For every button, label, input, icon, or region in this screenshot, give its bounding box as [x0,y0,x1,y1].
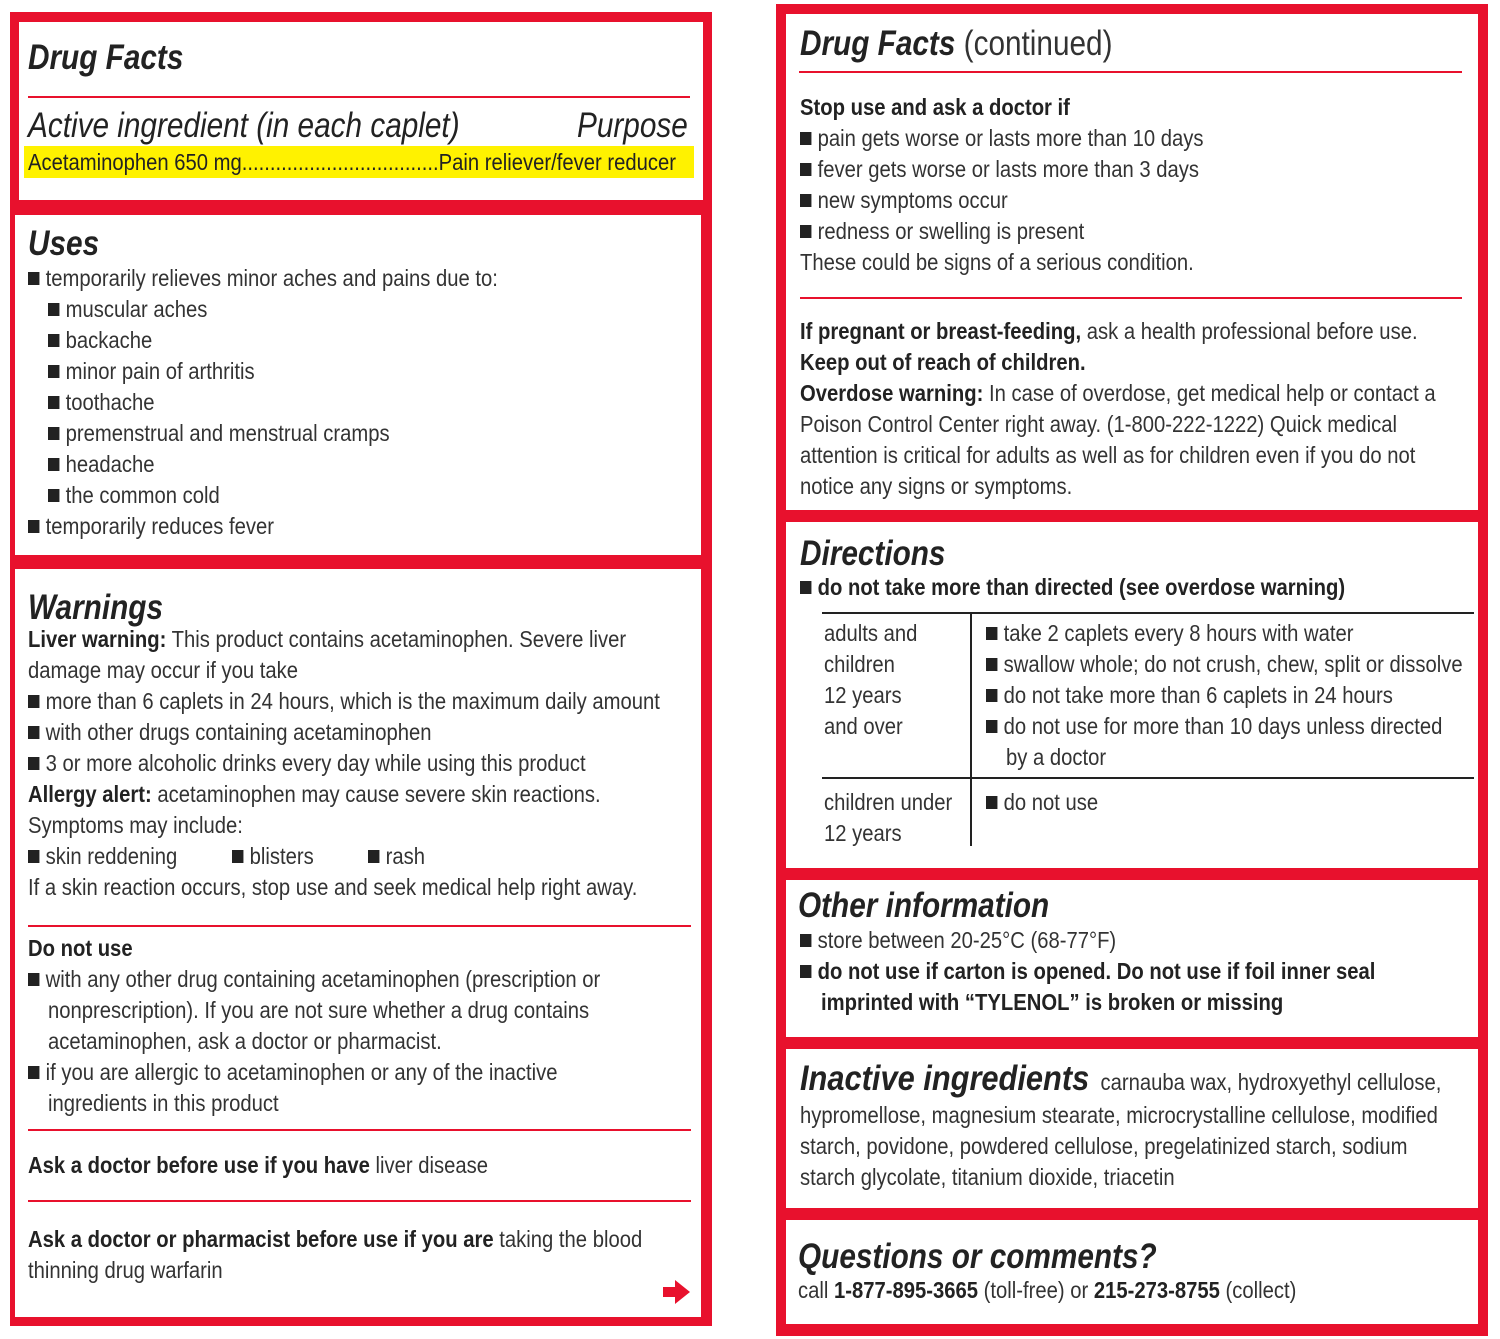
symptom-item: skin reddening [28,841,177,872]
inactive-ingredients-box [786,1049,1478,1208]
uses-subitem: headache [48,449,155,480]
bullet-icon [232,850,243,863]
liver-item: with other drugs containing acetaminophen [28,717,432,748]
stop-item: pain gets worse or lasts more than 10 days [800,123,1203,154]
symptom-item: rash [368,841,425,872]
bullet-icon [368,850,379,863]
bullet-icon [986,658,997,671]
do-not-use-item-cont: acetaminophen, ask a doctor or pharmacist. [48,1028,442,1054]
overdose-warning-cont: Poison Control Center right away. (1-800-222-1222) Quick medical [800,411,1397,437]
questions-contact: call 1-877-895-3665 (toll-free) or 215-273-8755 (collect) [798,1277,1297,1303]
stop-item: redness or swelling is present [800,216,1084,247]
bullet-icon [48,427,59,440]
keep-out-of-reach: Keep out of reach of children. [800,349,1086,375]
do-not-use-item-cont: nonprescription). If you are not sure whether a drug contains [48,997,590,1023]
bullet-icon [800,163,811,176]
age-group-adults: and over [824,713,903,739]
bullet-icon [800,132,811,145]
bullet-icon [28,695,39,708]
bullet-icon [48,396,59,409]
bullet-icon [986,627,997,640]
warnings-title: Warnings [28,588,164,627]
other-information-box [786,880,1478,1037]
bullet-icon [800,965,811,978]
stop-item: new symptoms occur [800,185,1008,216]
stop-use-title: Stop use and ask a doctor if [800,94,1070,120]
direction-item: swallow whole; do not crush, chew, split or dissolve [986,649,1463,680]
overdose-warning-cont: notice any signs or symptoms. [800,473,1073,499]
overdose-warning: Overdose warning: In case of overdose, get medical help or contact a [800,380,1436,406]
age-group-adults: adults and [824,620,918,646]
collect-phone: 215-273-8755 [1093,1277,1220,1303]
table-column-rule [970,614,972,846]
bullet-icon [48,365,59,378]
other-information-title: Other information [798,886,1050,925]
stop-note: These could be signs of a serious condition. [800,249,1194,275]
divider [28,925,691,927]
liver-warning-cont: damage may occur if you take [28,657,299,683]
pregnant-warning: If pregnant or breast-feeding, ask a health professional before use. [800,318,1418,344]
questions-box [786,1220,1478,1324]
age-group-adults: children [824,651,895,677]
do-not-use-item-cont: ingredients in this product [48,1090,279,1116]
bullet-icon [28,520,39,533]
uses-subitem: toothache [48,387,155,418]
uses-subitem: muscular aches [48,294,207,325]
other-item: store between 20-25°C (68-77°F) [800,925,1116,956]
tollfree-phone: 1-877-895-3665 [833,1277,979,1303]
liver-item: more than 6 caplets in 24 hours, which is the maximum daily amount [28,686,660,717]
inactive-ingredients-line: Inactive ingredients carnauba wax, hydroxyethyl cellulose, [800,1059,1442,1098]
purpose-heading: Purpose [577,106,688,145]
uses-item: temporarily relieves minor aches and pains due to: [28,263,498,294]
direction-item: take 2 caplets every 8 hours with water [986,618,1353,649]
directions-title: Directions [800,534,946,573]
other-item: do not use if carton is opened. Do not use if foil inner seal [800,956,1375,987]
divider [28,1129,691,1131]
bullet-icon [986,720,997,733]
uses-subitem: the common cold [48,480,220,511]
stop-item: fever gets worse or lasts more than 3 days [800,154,1199,185]
table-rule [822,777,1474,779]
do-not-use-title: Do not use [28,935,133,961]
bullet-icon [28,1066,39,1079]
uses-item: temporarily reduces fever [28,511,274,542]
uses-subitem: backache [48,325,152,356]
bullet-icon [48,489,59,502]
bullet-icon [800,194,811,207]
symptom-item: blisters [232,841,314,872]
continue-arrow-icon [663,1279,693,1305]
active-ingredient-heading: Active ingredient (in each caplet) [28,106,460,145]
symptoms-intro: Symptoms may include: [28,812,243,838]
bullet-icon [28,757,39,770]
overdose-warning-cont: attention is critical for adults as well as for children even if you do not [800,442,1416,468]
bullet-icon [986,689,997,702]
ask-pharmacist: Ask a doctor or pharmacist before use if you are taking the blood [28,1226,643,1252]
drug-facts-panel-left [10,12,712,1326]
uses-subitem: minor pain of arthritis [48,356,255,387]
uses-subitem: premenstrual and menstrual cramps [48,418,390,449]
directions-warning: do not take more than directed (see overdose warning) [800,572,1345,603]
active-ingredient-box [19,22,703,200]
divider [800,297,1462,299]
skin-reaction-note: If a skin reaction occurs, stop use and seek medical help right away. [28,874,638,900]
age-group-children: 12 years [824,820,902,846]
bullet-icon [28,973,39,986]
inactive-ingredients-cont: starch, povidone, powdered cellulose, pregelatinized starch, sodium [800,1133,1408,1159]
warnings-box [15,569,701,1317]
age-group-adults: 12 years [824,682,902,708]
drug-facts-title: Drug Facts [28,38,184,77]
liver-warning: Liver warning: This product contains acetaminophen. Severe liver [28,626,627,652]
do-not-use-item: with any other drug containing acetaminophen (prescription or [28,964,600,995]
uses-title: Uses [28,224,100,263]
bullet-icon [28,272,39,285]
direction-item: do not take more than 6 caplets in 24 hours [986,680,1393,711]
direction-item-cont: by a doctor [1006,744,1107,770]
drug-facts-continued-title: Drug Facts (continued) [800,24,1113,63]
divider [28,1200,691,1202]
ask-pharmacist-cont: thinning drug warfarin [28,1257,223,1283]
bullet-icon [48,334,59,347]
uses-box [15,215,701,555]
age-group-children: children under [824,789,953,815]
bullet-icon [800,934,811,947]
inactive-ingredients-cont: starch glycolate, titanium dioxide, triacetin [800,1164,1175,1190]
ask-doctor: Ask a doctor before use if you have liver disease [28,1152,489,1178]
direction-item: do not use for more than 10 days unless directed [986,711,1442,742]
do-not-use-item: if you are allergic to acetaminophen or any of the inactive [28,1057,558,1088]
ingredient-line: Acetaminophen 650 mg...................................Pain reliever/fever reducer [28,149,676,175]
inactive-ingredients-cont: hypromellose, magnesium stearate, microcrystalline cellulose, modified [800,1102,1438,1128]
divider [799,71,1462,73]
other-item-cont: imprinted with “TYLENOL” is broken or missing [821,989,1284,1015]
drug-facts-panel-right [776,4,1488,1336]
directions-box [786,522,1478,868]
bullet-icon [28,726,39,739]
liver-item: 3 or more alcoholic drinks every day while using this product [28,748,586,779]
allergy-alert: Allergy alert: acetaminophen may cause severe skin reactions. [28,781,601,807]
bullet-icon [28,850,39,863]
divider [28,96,690,98]
bullet-icon [800,581,811,594]
questions-title: Questions or comments? [798,1237,1157,1276]
bullet-icon [48,458,59,471]
stop-use-box [786,14,1478,510]
bullet-icon [800,225,811,238]
bullet-icon [986,796,997,809]
direction-item: do not use [986,787,1098,818]
table-rule [822,612,1474,614]
bullet-icon [48,303,59,316]
